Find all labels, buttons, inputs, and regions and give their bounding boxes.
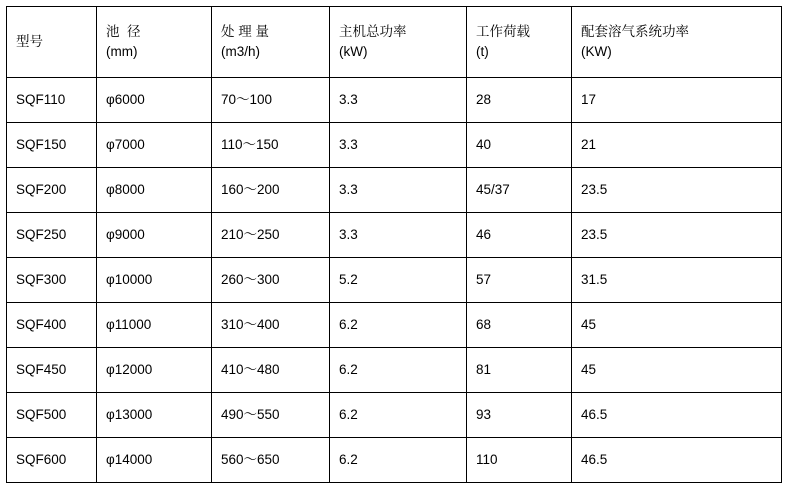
cell-working-load: 93 [467,393,572,438]
cell-dissolved-air-power: 46.5 [572,438,782,483]
cell-total-power: 3.3 [330,123,467,168]
column-header-dissolved-air-power [572,7,782,78]
table-header-row [7,7,782,78]
table-row [7,213,782,258]
cell-tank-diameter: φ11000 [97,303,212,348]
column-header-working-load [467,7,572,78]
cell-model: SQF250 [7,213,97,258]
cell-model: SQF150 [7,123,97,168]
cell-model: SQF110 [7,78,97,123]
cell-dissolved-air-power: 46.5 [572,393,782,438]
cell-capacity: 260～300 [212,258,330,303]
cell-total-power: 3.3 [330,168,467,213]
cell-dissolved-air-power: 21 [572,123,782,168]
cell-working-load: 40 [467,123,572,168]
cell-total-power: 6.2 [330,303,467,348]
cell-capacity: 210～250 [212,213,330,258]
cell-working-load: 68 [467,303,572,348]
table-row [7,258,782,303]
cell-working-load: 28 [467,78,572,123]
cell-dissolved-air-power: 23.5 [572,213,782,258]
table-row [7,393,782,438]
cell-total-power: 6.2 [330,438,467,483]
column-header-line2: (mm) [106,44,138,59]
cell-capacity: 110～150 [212,123,330,168]
table-row [7,168,782,213]
cell-total-power: 6.2 [330,393,467,438]
column-header-line1: 主机总功率 [339,23,407,39]
cell-tank-diameter: φ9000 [97,213,212,258]
cell-tank-diameter: φ8000 [97,168,212,213]
table-row [7,348,782,393]
cell-working-load: 81 [467,348,572,393]
cell-total-power: 3.3 [330,78,467,123]
cell-dissolved-air-power: 31.5 [572,258,782,303]
column-header-line1: 型号 [16,33,43,49]
column-header-line1: 配套溶气系统功率 [581,23,689,39]
column-header-line1: 池 径 [106,23,141,39]
column-header-line2: (kW) [339,44,368,59]
cell-working-load: 110 [467,438,572,483]
cell-dissolved-air-power: 45 [572,348,782,393]
cell-capacity: 410～480 [212,348,330,393]
table-row [7,123,782,168]
cell-model: SQF450 [7,348,97,393]
cell-tank-diameter: φ13000 [97,393,212,438]
cell-model: SQF200 [7,168,97,213]
column-header-tank-diameter [97,7,212,78]
column-header-line1: 处 理 量 [221,23,270,39]
column-header-line1: 工作荷载 [476,23,530,39]
column-header-line2: (KW) [581,44,612,59]
cell-model: SQF500 [7,393,97,438]
cell-tank-diameter: φ10000 [97,258,212,303]
cell-total-power: 6.2 [330,348,467,393]
cell-working-load: 57 [467,258,572,303]
cell-dissolved-air-power: 17 [572,78,782,123]
cell-tank-diameter: φ12000 [97,348,212,393]
column-header-capacity [212,7,330,78]
cell-capacity: 560～650 [212,438,330,483]
cell-dissolved-air-power: 45 [572,303,782,348]
cell-capacity: 70～100 [212,78,330,123]
cell-tank-diameter: φ6000 [97,78,212,123]
cell-capacity: 160～200 [212,168,330,213]
table-header [7,7,782,78]
specification-table [6,6,782,483]
cell-model: SQF600 [7,438,97,483]
table-row [7,303,782,348]
cell-tank-diameter: φ14000 [97,438,212,483]
cell-working-load: 45/37 [467,168,572,213]
cell-dissolved-air-power: 23.5 [572,168,782,213]
column-header-total-power [330,7,467,78]
cell-model: SQF300 [7,258,97,303]
cell-tank-diameter: φ7000 [97,123,212,168]
column-header-line2: (t) [476,44,489,59]
table-body [7,78,782,483]
column-header-line2: (m3/h) [221,44,261,59]
table-row [7,78,782,123]
cell-model: SQF400 [7,303,97,348]
cell-total-power: 3.3 [330,213,467,258]
cell-capacity: 310～400 [212,303,330,348]
cell-capacity: 490～550 [212,393,330,438]
cell-working-load: 46 [467,213,572,258]
column-header-model [7,7,97,78]
cell-total-power: 5.2 [330,258,467,303]
table-row [7,438,782,483]
